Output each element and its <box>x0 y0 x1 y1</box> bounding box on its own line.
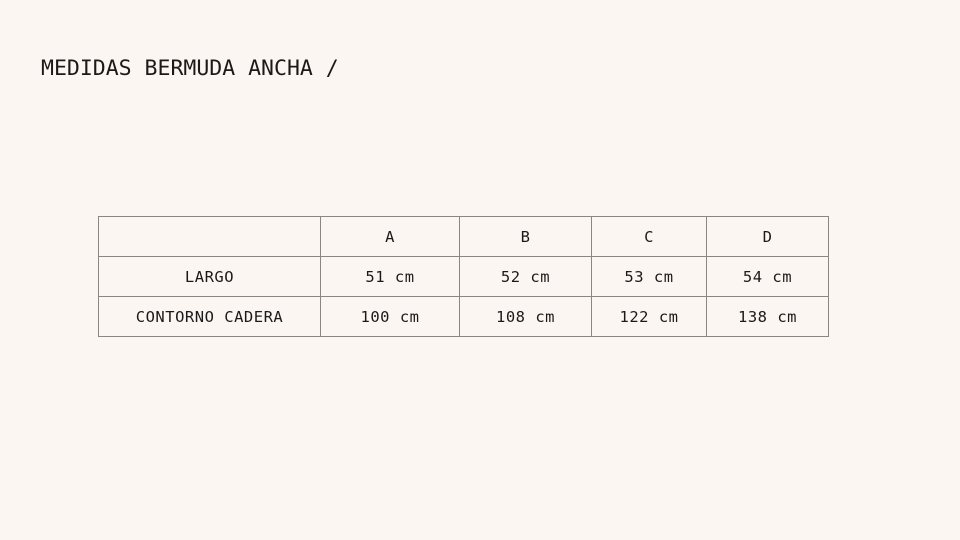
row-label: CONTORNO CADERA <box>99 297 321 337</box>
table-cell: 53 cm <box>592 257 707 297</box>
table-header-cell-empty <box>99 217 321 257</box>
table-row-largo <box>99 257 829 297</box>
measurements-table <box>98 216 829 337</box>
table-cell: 122 cm <box>592 297 707 337</box>
table-cell: 108 cm <box>460 297 592 337</box>
page-title: MEDIDAS BERMUDA ANCHA / <box>41 56 339 81</box>
table-header-cell-size-a: A <box>321 217 460 257</box>
table-cell: 100 cm <box>321 297 460 337</box>
table-cell: 138 cm <box>707 297 829 337</box>
table-header-cell-size-d: D <box>707 217 829 257</box>
row-label: LARGO <box>99 257 321 297</box>
table-header-row <box>99 217 829 257</box>
table-header-cell-size-c: C <box>592 217 707 257</box>
table-header-cell-size-b: B <box>460 217 592 257</box>
table-cell: 52 cm <box>460 257 592 297</box>
table-cell: 54 cm <box>707 257 829 297</box>
table-cell: 51 cm <box>321 257 460 297</box>
table-row-contorno-cadera <box>99 297 829 337</box>
